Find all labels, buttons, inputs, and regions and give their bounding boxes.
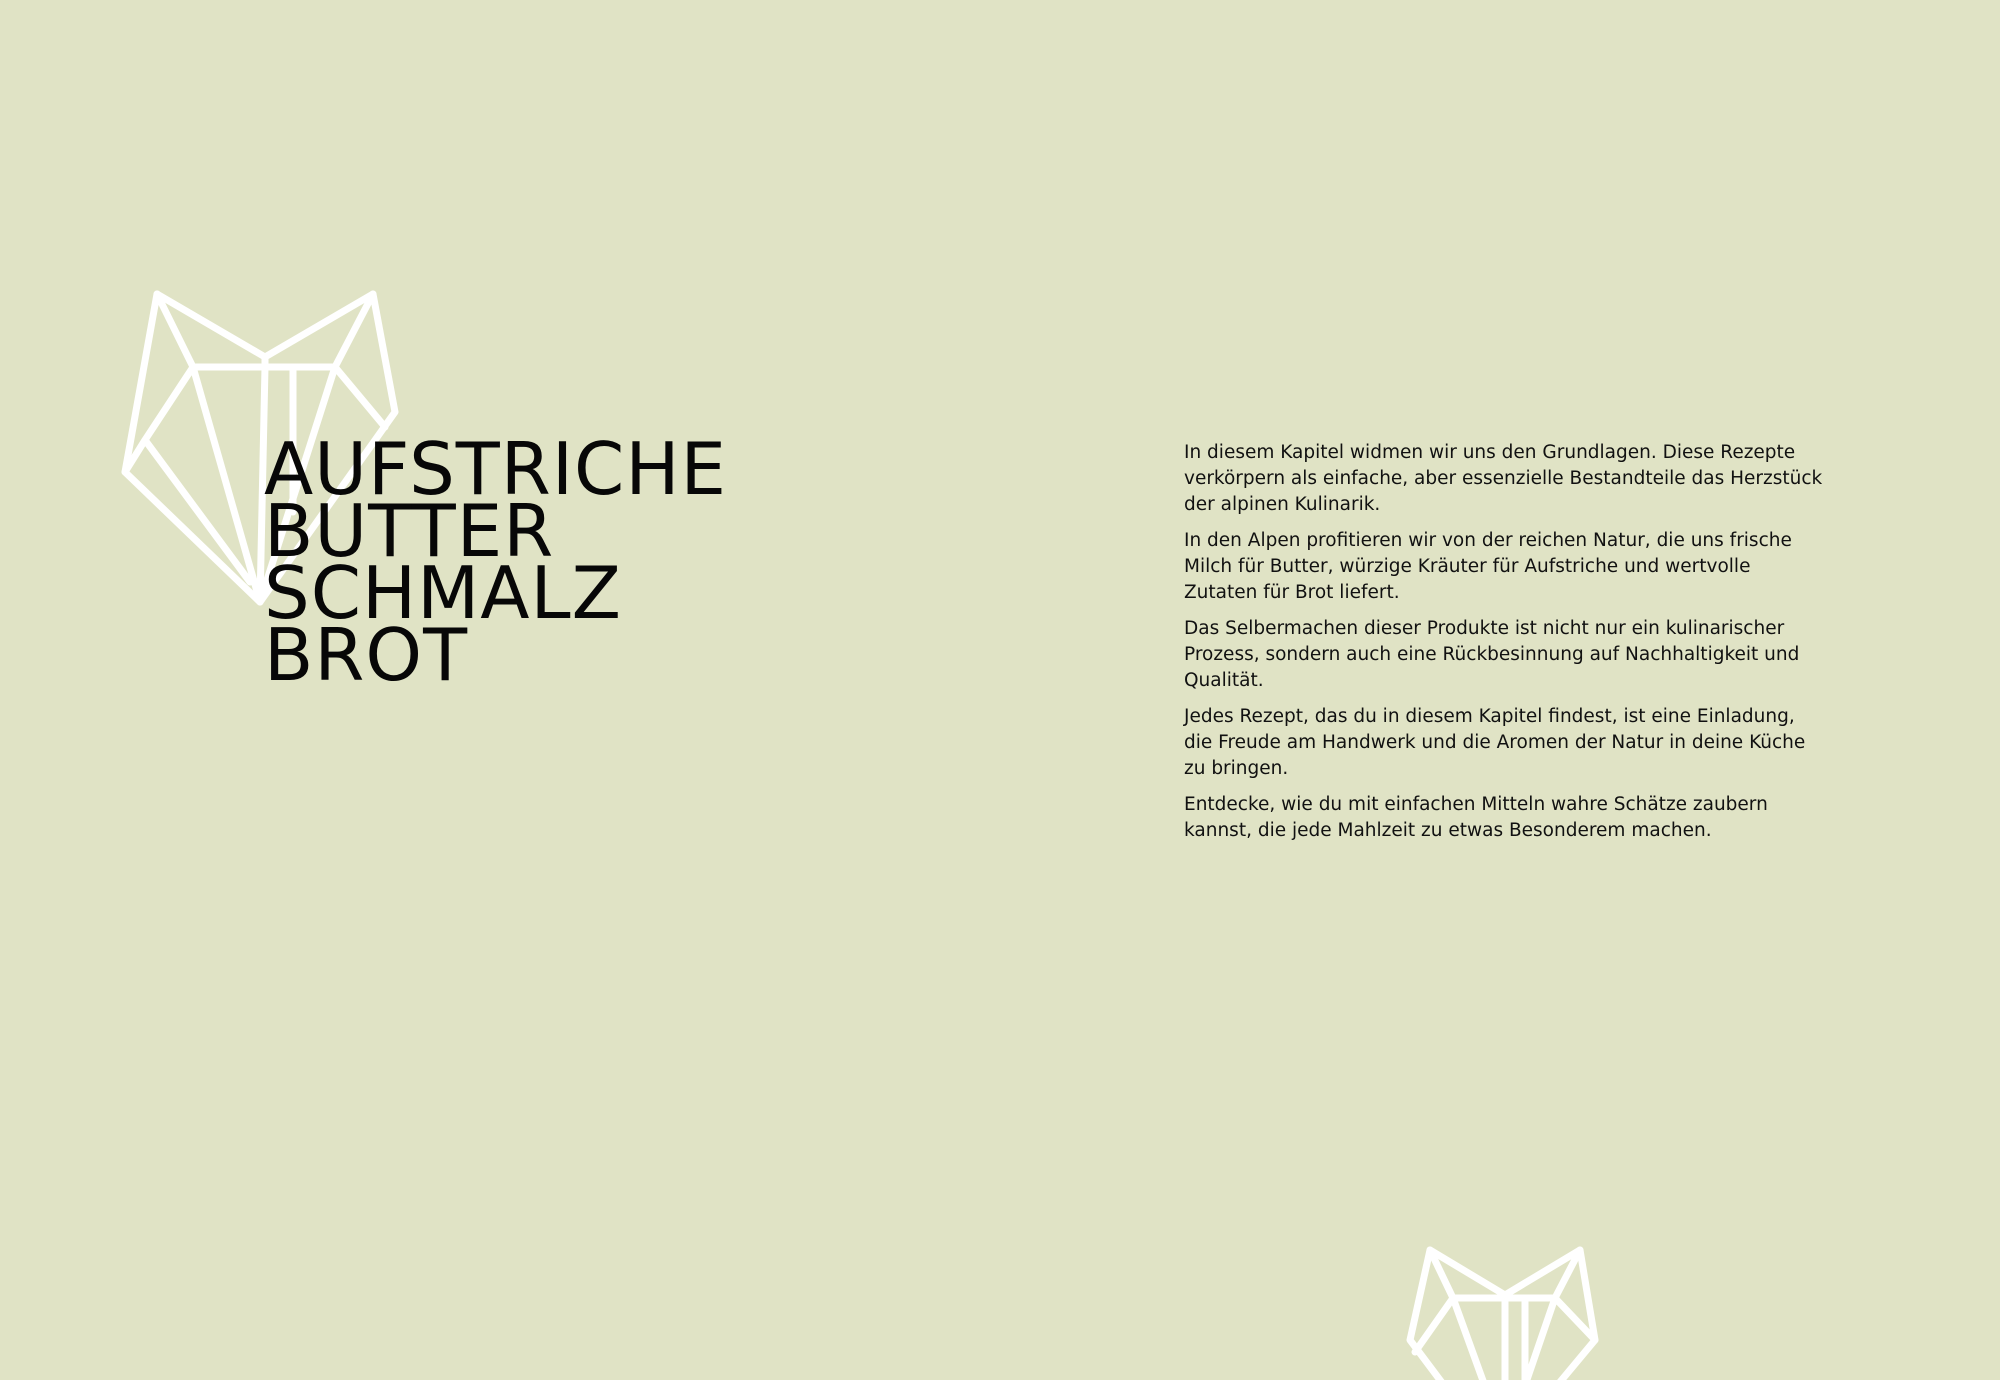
intro-paragraph: Jedes Rezept, das du in diesem Kapitel findest, ist eine Einladung, die Freude am Handwerk und die Aromen der Natur in deine Küche zu bringen. bbox=[1184, 706, 1806, 779]
fox-logo-small-inner-lines bbox=[1415, 1250, 1595, 1380]
chapter-title-line: SCHMALZ bbox=[264, 551, 622, 635]
chapter-intro-text bbox=[1184, 440, 1824, 854]
chapter-title bbox=[264, 427, 727, 697]
fox-logo-small-icon bbox=[1395, 1240, 1610, 1380]
intro-paragraph: Entdecke, wie du mit einfachen Mitteln wahre Schätze zaubern kannst, die jede Mahlzeit zu etwas Besonderem machen. bbox=[1184, 794, 1768, 841]
chapter-title-line: BROT bbox=[264, 613, 469, 697]
intro-paragraph: In den Alpen profitieren wir von der reichen Natur, die uns frische Milch für Butter, würzige Kräuter für Aufstriche und wertvolle Zutaten für Brot liefert. bbox=[1184, 530, 1792, 603]
intro-paragraph: Das Selbermachen dieser Produkte ist nicht nur ein kulinarischer Prozess, sondern auch eine Rückbesinnung auf Nachhaltigkeit und Qualität. bbox=[1184, 618, 1800, 691]
chapter-title-line: AUFSTRICHE bbox=[264, 427, 727, 511]
chapter-title-line: BUTTER bbox=[264, 489, 555, 573]
intro-paragraph: In diesem Kapitel widmen wir uns den Grundlagen. Diese Rezepte verkörpern als einfache, aber essenzielle Bestandteile das Herzstück der alpinen Kulinarik. bbox=[1184, 442, 1823, 515]
